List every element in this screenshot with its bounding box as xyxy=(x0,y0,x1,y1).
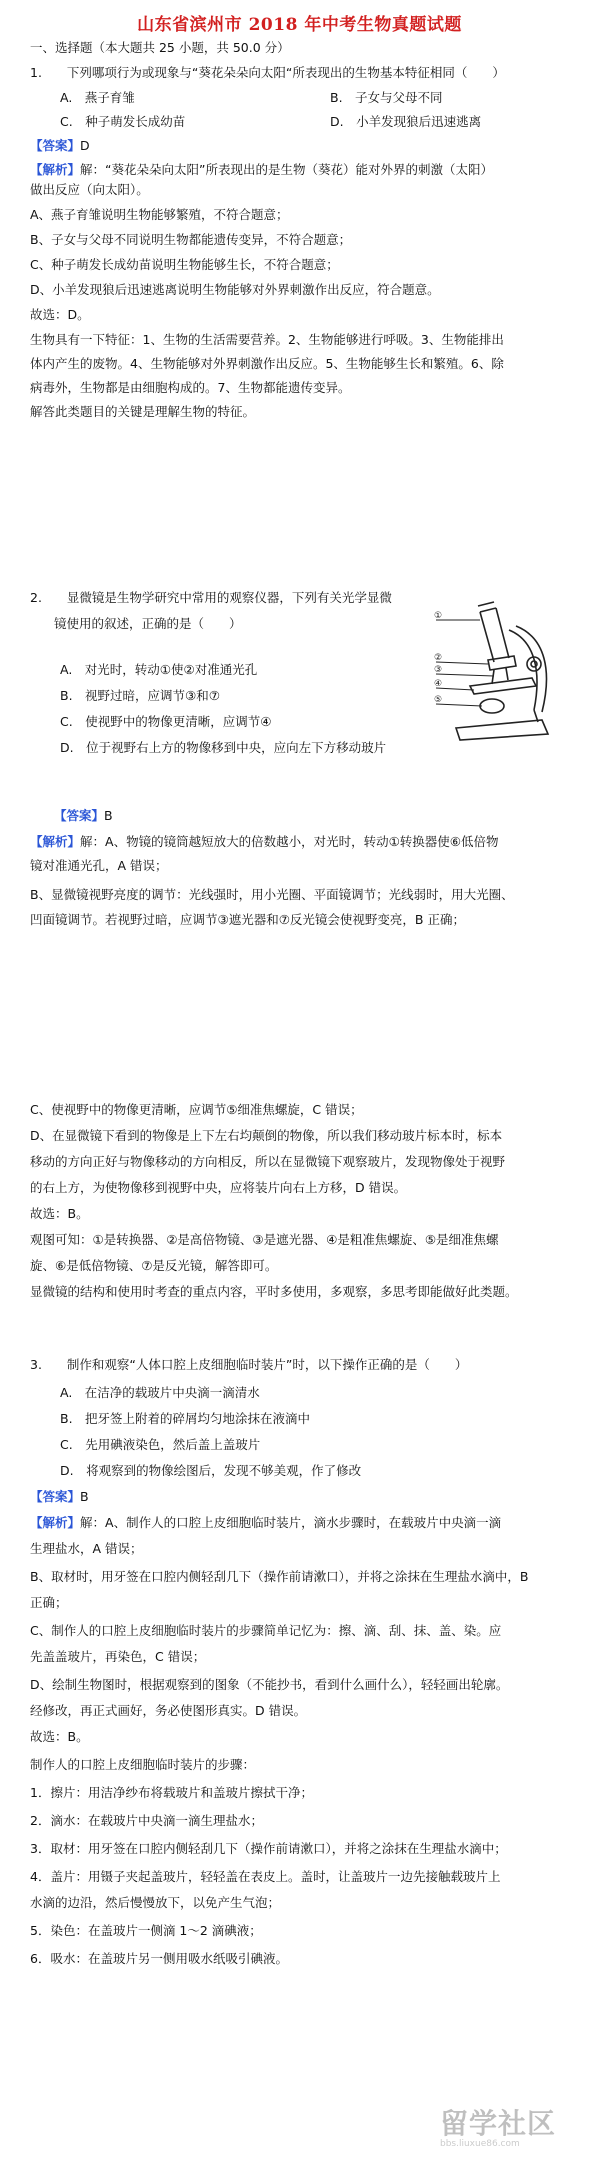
q3-analysis-text: 5．染色：在盖玻片一侧滴 1～2 滴碘液； xyxy=(30,1923,262,1938)
watermark-text: 留学社区 xyxy=(440,2107,557,2140)
q1-answer: D xyxy=(80,138,90,153)
q1-option-c: C. 种子萌发长成幼苗 xyxy=(60,114,186,129)
q1-answer-label: 【答案】 xyxy=(30,138,81,153)
q2-option-c: C. 使视野中的物像更清晰，应调节④ xyxy=(60,714,272,729)
svg-text:④: ④ xyxy=(434,679,443,689)
watermark xyxy=(440,2102,590,2154)
svg-text:②: ② xyxy=(434,653,443,663)
q3-analysis-text: 故选：B。 xyxy=(30,1729,89,1744)
section-heading: 一、选择题（本大题共 25 小题，共 50.0 分） xyxy=(30,40,290,55)
q3-analysis-text: 3．取材：用牙签在口腔内侧轻刮几下（操作前请漱口），并将之涂抹在生理盐水滴中； xyxy=(30,1841,507,1856)
q3-analysis-line xyxy=(30,1513,590,1532)
q1-option-b: B. 子女与父母不同 xyxy=(330,90,443,105)
q2-stem: 2. 显微镜是生物学研究中常用的观察仪器，下列有关光学显微 xyxy=(30,590,392,605)
q2-option-d: D. 位于视野右上方的物像移到中央，应向左下方移动玻片 xyxy=(60,740,387,755)
q3-analysis-text: 生理盐水，A 错误； xyxy=(30,1541,143,1556)
q2-analysis-text: 的右上方，为使物像移到视野中央，应将装片向右上方移，D 错误。 xyxy=(30,1180,407,1195)
q3-analysis-text: 解：A、制作人的口腔上皮细胞临时装片，滴水步骤时，在载玻片中央滴一滴 xyxy=(80,1515,502,1530)
q3-analysis-text: 经修改，再正式画好，务必使图形真实。D 错误。 xyxy=(30,1703,307,1718)
q2-analysis-text: 镜对准通光孔，A 错误； xyxy=(30,858,168,873)
q2-analysis-text: 凹面镜调节。若视野过暗，应调节③遮光器和⑦反光镜会使视野变亮，B 正确； xyxy=(30,912,465,927)
q2-analysis-text: D、在显微镜下看到的物像是上下左右均颠倒的物像，所以我们移动玻片标本时，标本 xyxy=(30,1128,503,1143)
q3-option-c: C. 先用碘液染色，然后盖上盖玻片 xyxy=(60,1437,261,1452)
page-title: 山东省滨州市 2018 年中考生物真题试题 xyxy=(137,15,462,35)
q2-analysis-text: C、使视野中的物像更清晰，应调节⑤细准焦螺旋，C 错误； xyxy=(30,1102,363,1117)
q1-option-a: A. 燕子育雏 xyxy=(60,90,135,105)
q1-analysis-text: C、种子萌发长成幼苗说明生物能够生长，不符合题意； xyxy=(30,257,339,272)
q1-analysis-text: 解：“葵花朵朵向太阳”所表现出的是生物（葵花）能对外界的刺激（太阳） xyxy=(80,162,493,177)
watermark-url: bbs.liuxue86.com xyxy=(440,2139,520,2149)
q3-analysis-text: 6．吸水：在盖玻片另一侧用吸水纸吸引碘液。 xyxy=(30,1951,288,1966)
q3-answer: B xyxy=(80,1489,89,1504)
q1-analysis-text: A、燕子育雏说明生物能够繁殖，不符合题意； xyxy=(30,207,289,222)
q1-analysis-text: B、子女与父母不同说明生物都能遗传变异，不符合题意； xyxy=(30,232,352,247)
q3-analysis-text: 1．擦片：用洁净纱布将载玻片和盖玻片擦拭干净； xyxy=(30,1785,313,1800)
q3-analysis-text: B、取材时，用牙签在口腔内侧轻刮几下（操作前请漱口），并将之涂抹在生理盐水滴中，B xyxy=(30,1569,529,1584)
q3-analysis-text: 2．滴水：在载玻片中央滴一滴生理盐水； xyxy=(30,1813,263,1828)
q3-option-d: D. 将观察到的物像绘图后，发现不够美观，作了修改 xyxy=(60,1463,362,1478)
q2-option-a: A. 对光时，转动①使②对准通光孔 xyxy=(60,662,258,677)
q2-answer-label: 【答案】 xyxy=(54,808,105,823)
q3-analysis-label: 【解析】 xyxy=(30,1515,81,1530)
microscope-icon xyxy=(434,600,564,745)
q1-analysis-text: 做出反应（向太阳）。 xyxy=(30,182,149,197)
q1-analysis-line xyxy=(30,160,590,179)
svg-text:③: ③ xyxy=(434,665,443,675)
q2-analysis-label: 【解析】 xyxy=(30,834,81,849)
svg-text:⑤: ⑤ xyxy=(434,695,443,705)
q2-analysis-text: 移动的方向正好与物像移动的方向相反，所以在显微镜下观察玻片，发现物像处于视野 xyxy=(30,1154,506,1169)
q2-analysis-text: 解：A、物镜的镜筒越短放大的倍数越小，对光时，转动①转换器使⑥低倍物 xyxy=(80,834,499,849)
q3-analysis-text: 先盖盖玻片，再染色，C 错误； xyxy=(30,1649,206,1664)
q3-stem: 3. 制作和观察“人体口腔上皮细胞临时装片”时，以下操作正确的是（ ） xyxy=(30,1357,468,1372)
q2-analysis-text: 旋、⑥是低倍物镜、⑦是反光镜，解答即可。 xyxy=(30,1258,278,1273)
svg-text:①: ① xyxy=(434,611,443,621)
q2-stem: 镜使用的叙述，正确的是（ ） xyxy=(54,616,242,631)
q1-analysis-text: 解答此类题目的关键是理解生物的特征。 xyxy=(30,404,256,419)
q1-option-d: D. 小羊发现狼后迅速逃离 xyxy=(330,114,482,129)
q1-analysis-text: 故选：D。 xyxy=(30,307,90,322)
q2-analysis-text: 显微镜的结构和使用时考查的重点内容，平时多使用，多观察，多思考即能做好此类题。 xyxy=(30,1284,518,1299)
q3-analysis-text: 正确； xyxy=(30,1595,68,1610)
q2-analysis-line xyxy=(30,832,590,851)
q3-analysis-text: D、绘制生物图时，根据观察到的图象（不能抄书，看到什么画什么），轻轻画出轮廓。 xyxy=(30,1677,509,1692)
q1-analysis-text: 病毒外，生物都是由细胞构成的。7、生物都能遗传变异。 xyxy=(30,380,351,395)
q3-analysis-text: 制作人的口腔上皮细胞临时装片的步骤： xyxy=(30,1757,256,1772)
q1-analysis-text: 生物具有一下特征：1、生物的生活需要营养。2、生物能够进行呼吸。3、生物能排出 xyxy=(30,332,504,347)
q2-analysis-text: B、显微镜视野亮度的调节：光线强时，用小光圈、平面镜调节；光线弱时，用大光圈、 xyxy=(30,887,514,902)
q3-option-b: B. 把牙签上附着的碎屑均匀地涂抹在液滴中 xyxy=(60,1411,311,1426)
q1-analysis-label: 【解析】 xyxy=(30,162,81,177)
q1-analysis-text: 体内产生的废物。4、生物能够对外界刺激作出反应。5、生物能够生长和繁殖。6、除 xyxy=(30,356,504,371)
q3-answer-label: 【答案】 xyxy=(30,1489,81,1504)
q2-option-b: B. 视野过暗，应调节③和⑦ xyxy=(60,688,220,703)
q1-answer-line xyxy=(30,136,590,155)
q1-analysis-text: D、小羊发现狼后迅速逃离说明生物能够对外界刺激作出反应，符合题意。 xyxy=(30,282,440,297)
q3-analysis-text: C、制作人的口腔上皮细胞临时装片的步骤简单记忆为：擦、滴、刮、抹、盖、染。应 xyxy=(30,1623,502,1638)
q2-analysis-text: 故选：B。 xyxy=(30,1206,89,1221)
q1-stem: 1. 下列哪项行为或现象与“葵花朵朵向太阳“所表现出的生物基本特征相同（ ） xyxy=(30,65,505,80)
q3-option-a: A. 在洁净的载玻片中央滴一滴清水 xyxy=(60,1385,260,1400)
q3-analysis-text: 水滴的边沿，然后慢慢放下，以免产生气泡； xyxy=(30,1895,281,1910)
q3-analysis-text: 4．盖片：用镊子夹起盖玻片，轻轻盖在表皮上。盖时，让盖玻片一边先接触载玻片上 xyxy=(30,1869,501,1884)
q2-answer: B xyxy=(104,808,113,823)
q2-analysis-text: 观图可知：①是转换器、②是高倍物镜、③是遮光器、④是粗准焦螺旋、⑤是细准焦螺 xyxy=(30,1232,499,1247)
q2-answer-line xyxy=(54,806,599,825)
q3-answer-line xyxy=(30,1487,590,1506)
